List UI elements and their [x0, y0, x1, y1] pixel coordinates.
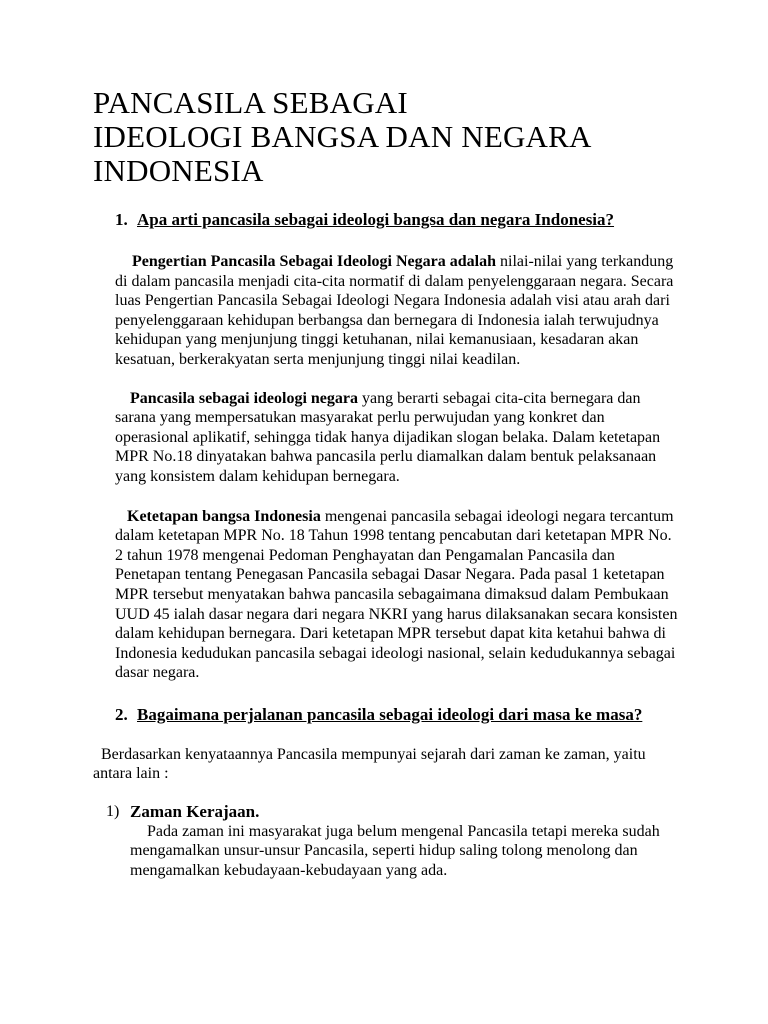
question-2 [93, 705, 678, 725]
title-line-2: IDEOLOGI BANGSA DAN NEGARA [93, 119, 592, 154]
paragraph-2 [115, 389, 678, 487]
paragraph-4: Berdasarkan kenyataannya Pancasila mempunyai sejarah dari zaman ke zaman, yaitu antara lain : [93, 745, 646, 783]
question-1 [93, 210, 678, 230]
question-2-text: Bagaimana perjalanan pancasila sebagai ideologi dari masa ke masa? [137, 704, 643, 724]
paragraph-3 [115, 507, 678, 683]
paragraph-3-body: mengenai pancasila sebagai ideologi negara tercantum dalam ketetapan MPR No. 18 Tahun 1998 tentang pencabutan dari ketetapan MPR No. 2 tahun 1978 mengenai Pedoman Penghayatan dan Pengamalan Pancasila dan Penetapan tentang Penegasan Pancasila sebagai Dasar Negara. Pada pasal 1 ketetapan MPR tersebut menyatakan bahwa pancasila sebagaimana dimaksud dalam Pembukaan UUD 45 ialah dasar negara dari negara NKRI yang harus dilaksanakan secara konsisten dalam kehidupan bernegara. Dari ketetapan MPR tersebut dapat kita ketahui bahwa di Indonesia kedudukan pancasila sebagai ideologi nasional, selain kedudukannya sebagai dasar negara. [115, 507, 678, 682]
paragraph-1-lead: Pengertian Pancasila Sebagai Ideologi Negara adalah [132, 253, 496, 270]
title-line-3: INDONESIA [93, 153, 264, 188]
paragraph-3-lead: Ketetapan bangsa Indonesia [127, 507, 321, 525]
question-1-text: Apa arti pancasila sebagai ideologi bangsa dan negara Indonesia? [137, 210, 615, 229]
paragraph-2-body: yang berarti sebagai cita-cita bernegara dan sarana yang mempersatukan masyarakat perlu perwujudan yang konkret dan operasional aplikatif, sehingga tidak hanya dijadikan slogan belaka. Dalam ketetapan MPR No.18 dinyatakan bahwa pancasila perlu diamalkan dalam bentuk pelaksanaan yang konsistem dalam kehidupan bernegara. [115, 389, 661, 485]
list-item-1-number: 1) [106, 803, 120, 821]
question-1-number: 1. [115, 210, 128, 229]
paragraph-2-lead: Pancasila sebagai ideologi negara [130, 389, 358, 407]
list-item-1-title: Zaman Kerajaan. [130, 802, 260, 822]
paragraph-1 [115, 252, 678, 370]
title-line-1: PANCASILA SEBAGAI [93, 85, 408, 120]
list-item-1-text: Pada zaman ini masyarakat juga belum mengenal Pancasila tetapi mereka sudah mengamalkan unsur-unsur Pancasila, seperti hidup saling tolong menolong dan mengamalkan kebudayaan-kebudayaan yang ada. [130, 822, 660, 879]
document-title [93, 86, 678, 188]
question-2-number: 2. [115, 704, 128, 724]
list-item-1 [93, 802, 678, 822]
paragraph-1-body: nilai-nilai yang terkandung di dalam pancasila menjadi cita-cita normatif di dalam penyelenggaraan negara. Secara luas Pengertian Pancasila Sebagai Ideologi Negara Indonesia adalah visi atau arah dari penyelenggaraan kehidupan berbangsa dan bernegara di Indonesia ialah terwujudnya kehidupan yang menjunjung tinggi ketuhanan, nilai kemanusiaan, kesadaran akan kesatuan, berkerakyatan serta menjunjung tinggi nilai keadilan. [115, 253, 674, 368]
